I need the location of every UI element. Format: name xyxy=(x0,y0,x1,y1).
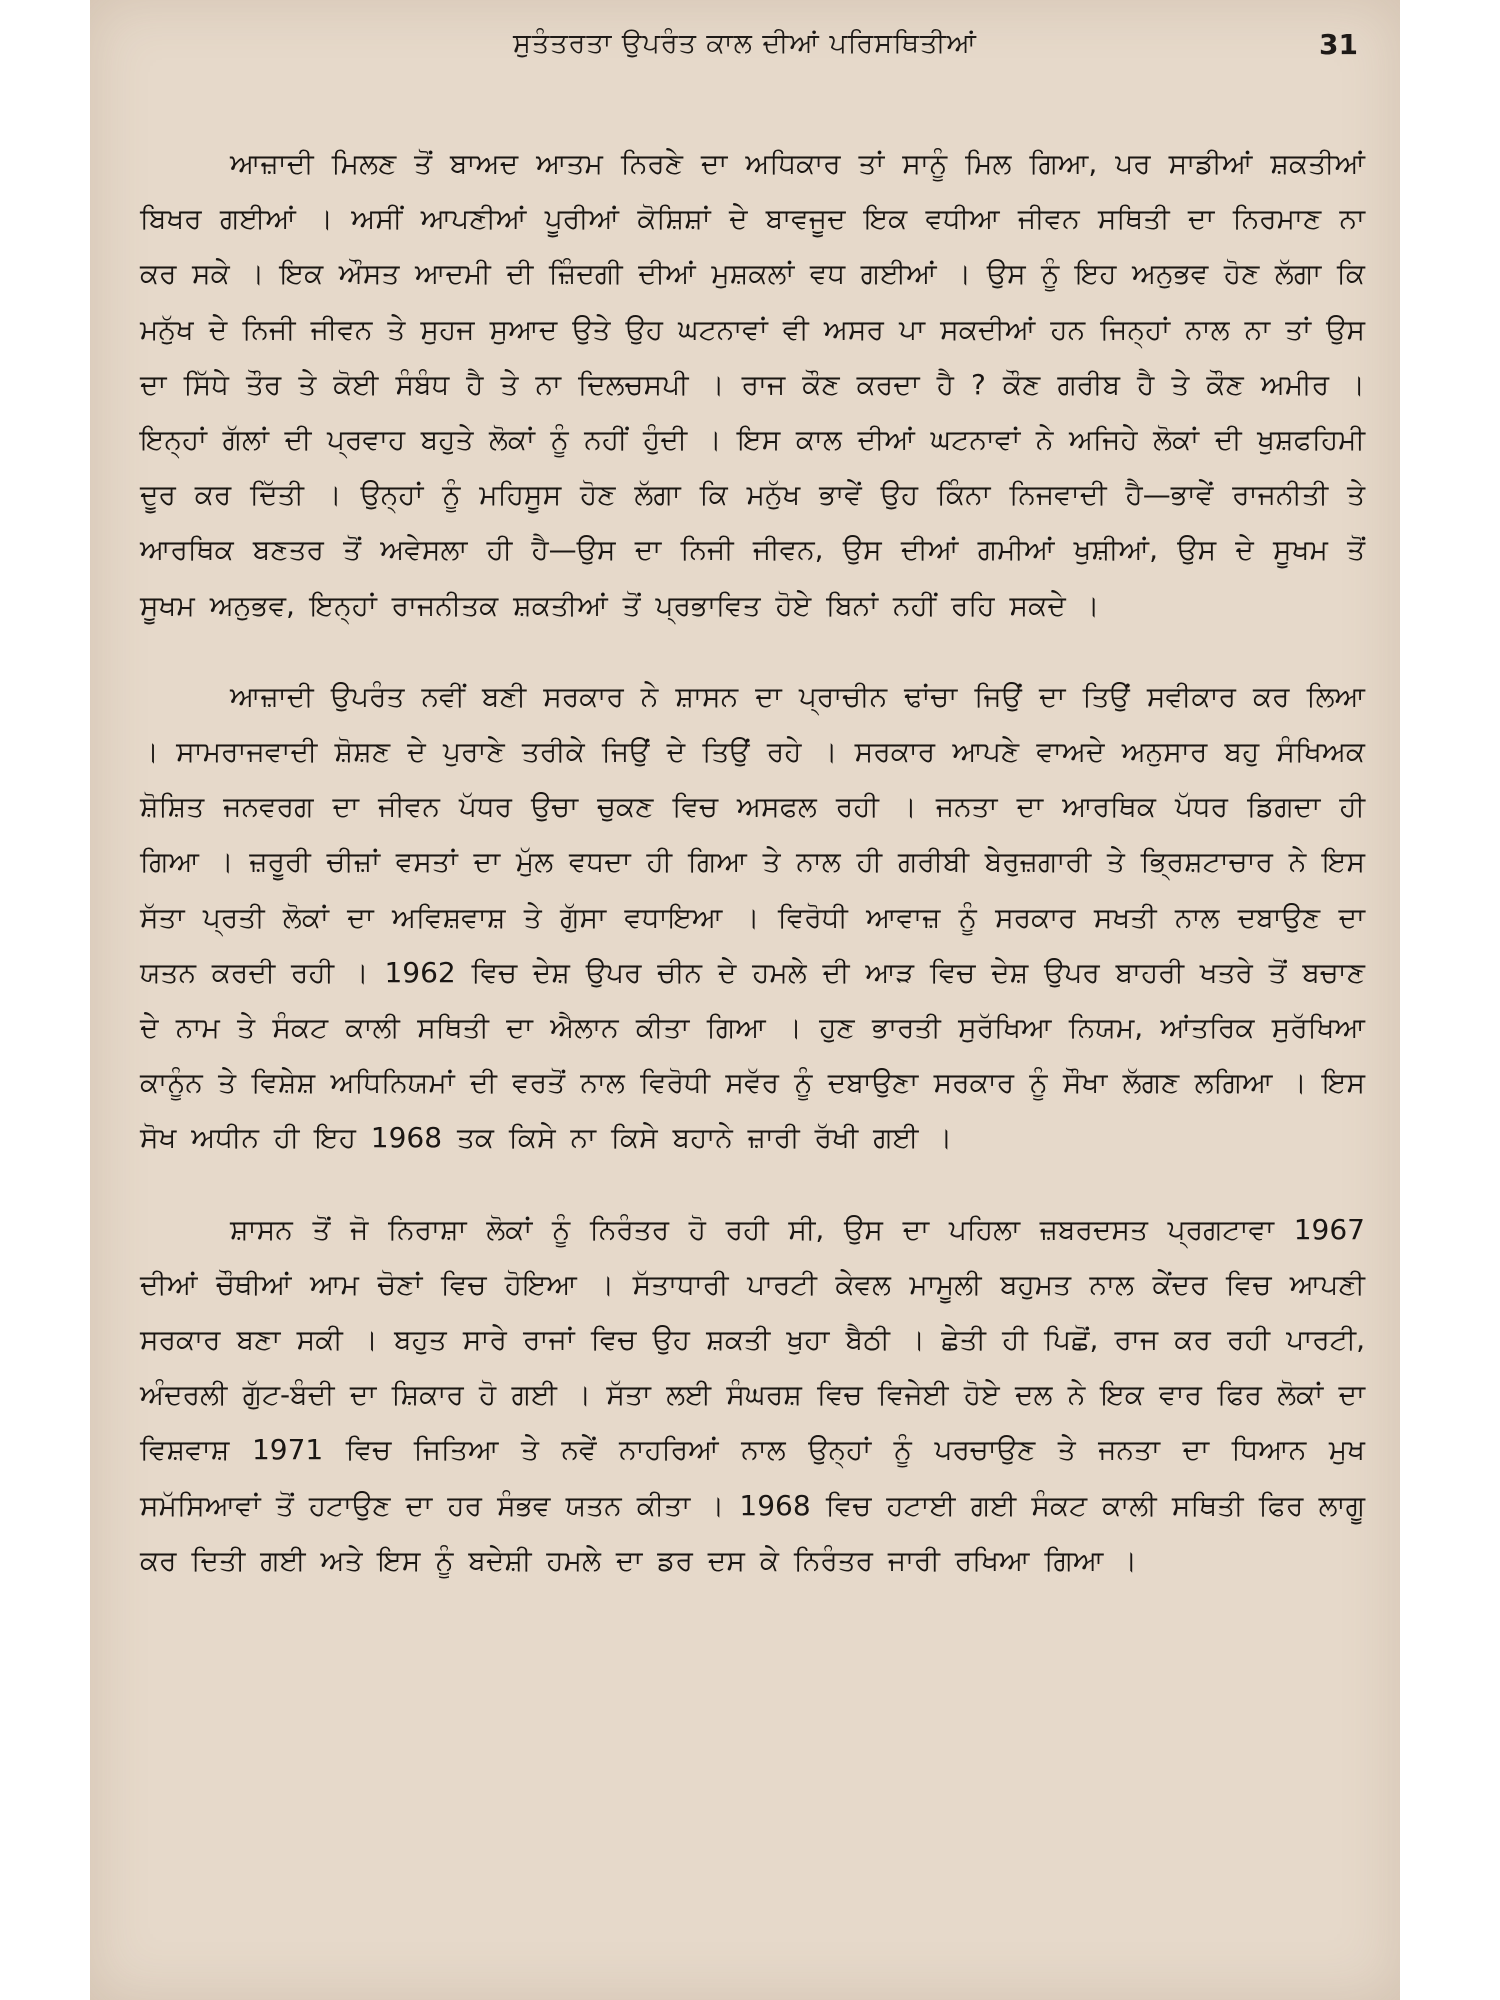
page-number: 31 xyxy=(1319,28,1358,61)
book-page xyxy=(90,0,1400,2000)
page-body xyxy=(140,136,1365,1624)
paragraph-3: ਸ਼ਾਸਨ ਤੋਂ ਜੋ ਨਿਰਾਸ਼ਾ ਲੋਕਾਂ ਨੂੰ ਨਿਰੰਤਰ ਹੋ ਰਹੀ ਸੀ, ਉਸ ਦਾ ਪਹਿਲਾ ਜ਼ਬਰਦਸਤ ਪ੍ਰਗਟਾਵਾ 1967 ਦੀਆਂ ਚੌਥੀਆਂ ਆਮ ਚੋਣਾਂ ਵਿਚ ਹੋਇਆ । ਸੱਤਾਧਾਰੀ ਪਾਰਟੀ ਕੇਵਲ ਮਾਮੂਲੀ ਬਹੁਮਤ ਨਾਲ ਕੇਂਦਰ ਵਿਚ ਆਪਣੀ ਸਰਕਾਰ ਬਣਾ ਸਕੀ । ਬਹੁਤ ਸਾਰੇ ਰਾਜਾਂ ਵਿਚ ਉਹ ਸ਼ਕਤੀ ਖੁਹਾ ਬੈਠੀ । ਛੇਤੀ ਹੀ ਪਿਛੋਂ, ਰਾਜ ਕਰ ਰਹੀ ਪਾਰਟੀ, ਅੰਦਰਲੀ ਗੁੱਟ-ਬੰਦੀ ਦਾ ਸ਼ਿਕਾਰ ਹੋ ਗਈ । ਸੱਤਾ ਲਈ ਸੰਘਰਸ਼ ਵਿਚ ਵਿਜੇਈ ਹੋਏ ਦਲ ਨੇ ਇਕ ਵਾਰ ਫਿਰ ਲੋਕਾਂ ਦਾ ਵਿਸ਼ਵਾਸ਼ 1971 ਵਿਚ ਜਿਤਿਆ ਤੇ ਨਵੇਂ ਨਾਹਰਿਆਂ ਨਾਲ ਉਨ੍ਹਾਂ ਨੂੰ ਪਰਚਾਉਣ ਤੇ ਜਨਤਾ ਦਾ ਧਿਆਨ ਮੁਖ ਸਮੱਸਿਆਵਾਂ ਤੋਂ ਹਟਾਉਣ ਦਾ ਹਰ ਸੰਭਵ ਯਤਨ ਕੀਤਾ । 1968 ਵਿਚ ਹਟਾਈ ਗਈ ਸੰਕਟ ਕਾਲੀ ਸਥਿਤੀ ਫਿਰ ਲਾਗੂ ਕਰ ਦਿਤੀ ਗਈ ਅਤੇ ਇਸ ਨੂੰ ਬਦੇਸ਼ੀ ਹਮਲੇ ਦਾ ਡਰ ਦਸ ਕੇ ਨਿਰੰਤਰ ਜਾਰੀ ਰਖਿਆ ਗਿਆ । xyxy=(140,1212,1365,1577)
running-title: ਸੁਤੰਤਰਤਾ ਉਪਰੰਤ ਕਾਲ ਦੀਆਂ ਪਰਿਸਥਿਤੀਆਂ xyxy=(513,28,977,59)
paragraph-1: ਆਜ਼ਾਦੀ ਮਿਲਣ ਤੋਂ ਬਾਅਦ ਆਤਮ ਨਿਰਣੇ ਦਾ ਅਧਿਕਾਰ ਤਾਂ ਸਾਨੂੰ ਮਿਲ ਗਿਆ, ਪਰ ਸਾਡੀਆਂ ਸ਼ਕਤੀਆਂ ਬਿਖਰ ਗਈਆਂ । ਅਸੀਂ ਆਪਣੀਆਂ ਪੂਰੀਆਂ ਕੋਸ਼ਿਸ਼ਾਂ ਦੇ ਬਾਵਜੂਦ ਇਕ ਵਧੀਆ ਜੀਵਨ ਸਥਿਤੀ ਦਾ ਨਿਰਮਾਣ ਨਾ ਕਰ ਸਕੇ । ਇਕ ਔਸਤ ਆਦਮੀ ਦੀ ਜ਼ਿੰਦਗੀ ਦੀਆਂ ਮੁਸ਼ਕਲਾਂ ਵਧ ਗਈਆਂ । ਉਸ ਨੂੰ ਇਹ ਅਨੁਭਵ ਹੋਣ ਲੱਗਾ ਕਿ ਮਨੁੱਖ ਦੇ ਨਿਜੀ ਜੀਵਨ ਤੇ ਸੁਹਜ ਸੁਆਦ ਉਤੇ ਉਹ ਘਟਨਾਵਾਂ ਵੀ ਅਸਰ ਪਾ ਸਕਦੀਆਂ ਹਨ ਜਿਨ੍ਹਾਂ ਨਾਲ ਨਾ ਤਾਂ ਉਸ ਦਾ ਸਿੱਧੇ ਤੌਰ ਤੇ ਕੋਈ ਸੰਬੰਧ ਹੈ ਤੇ ਨਾ ਦਿਲਚਸਪੀ । ਰਾਜ ਕੌਣ ਕਰਦਾ ਹੈ ? ਕੌਣ ਗਰੀਬ ਹੈ ਤੇ ਕੌਣ ਅਮੀਰ । ਇਨ੍ਹਾਂ ਗੱਲਾਂ ਦੀ ਪ੍ਰਵਾਹ ਬਹੁਤੇ ਲੋਕਾਂ ਨੂੰ ਨਹੀਂ ਹੁੰਦੀ । ਇਸ ਕਾਲ ਦੀਆਂ ਘਟਨਾਵਾਂ ਨੇ ਅਜਿਹੇ ਲੋਕਾਂ ਦੀ ਖੁਸ਼ਫਹਿਮੀ ਦੂਰ ਕਰ ਦਿੱਤੀ । ਉਨ੍ਹਾਂ ਨੂੰ ਮਹਿਸੂਸ ਹੋਣ ਲੱਗਾ ਕਿ ਮਨੁੱਖ ਭਾਵੇਂ ਉਹ ਕਿੰਨਾ ਨਿਜਵਾਦੀ ਹੈ—ਭਾਵੇਂ ਰਾਜਨੀਤੀ ਤੇ ਆਰਥਿਕ ਬਣਤਰ ਤੋਂ ਅਵੇਸਲਾ ਹੀ ਹੈ—ਉਸ ਦਾ ਨਿਜੀ ਜੀਵਨ, ਉਸ ਦੀਆਂ ਗਮੀਆਂ ਖੁਸ਼ੀਆਂ, ਉਸ ਦੇ ਸੂਖਮ ਤੋਂ ਸੂਖਮ ਅਨੁਭਵ, ਇਨ੍ਹਾਂ ਰਾਜਨੀਤਕ ਸ਼ਕਤੀਆਂ ਤੋਂ ਪ੍ਰਭਾਵਿਤ ਹੋਏ ਬਿਨਾਂ ਨਹੀਂ ਰਹਿ ਸਕਦੇ । xyxy=(140,147,1365,622)
page-header xyxy=(90,28,1400,78)
paragraph-2: ਆਜ਼ਾਦੀ ਉਪਰੰਤ ਨਵੀਂ ਬਣੀ ਸਰਕਾਰ ਨੇ ਸ਼ਾਸਨ ਦਾ ਪ੍ਰਾਚੀਨ ਢਾਂਚਾ ਜਿਉਂ ਦਾ ਤਿਉਂ ਸਵੀਕਾਰ ਕਰ ਲਿਆ । ਸਾਮਰਾਜਵਾਦੀ ਸ਼ੋਸ਼ਣ ਦੇ ਪੁਰਾਣੇ ਤਰੀਕੇ ਜਿਉਂ ਦੇ ਤਿਉਂ ਰਹੇ । ਸਰਕਾਰ ਆਪਣੇ ਵਾਅਦੇ ਅਨੁਸਾਰ ਬਹੁ ਸੰਖਿਅਕ ਸ਼ੋਸ਼ਿਤ ਜਨਵਰਗ ਦਾ ਜੀਵਨ ਪੱਧਰ ਉਚਾ ਚੁਕਣ ਵਿਚ ਅਸਫਲ ਰਹੀ । ਜਨਤਾ ਦਾ ਆਰਥਿਕ ਪੱਧਰ ਡਿਗਦਾ ਹੀ ਗਿਆ । ਜ਼ਰੂਰੀ ਚੀਜ਼ਾਂ ਵਸਤਾਂ ਦਾ ਮੁੱਲ ਵਧਦਾ ਹੀ ਗਿਆ ਤੇ ਨਾਲ ਹੀ ਗਰੀਬੀ ਬੇਰੁਜ਼ਗਾਰੀ ਤੇ ਭ੍ਰਿਸ਼ਟਾਚਾਰ ਨੇ ਇਸ ਸੱਤਾ ਪ੍ਰਤੀ ਲੋਕਾਂ ਦਾ ਅਵਿਸ਼ਵਾਸ਼ ਤੇ ਗੁੱਸਾ ਵਧਾਇਆ । ਵਿਰੋਧੀ ਆਵਾਜ਼ ਨੂੰ ਸਰਕਾਰ ਸਖਤੀ ਨਾਲ ਦਬਾਉਣ ਦਾ ਯਤਨ ਕਰਦੀ ਰਹੀ । 1962 ਵਿਚ ਦੇਸ਼ ਉਪਰ ਚੀਨ ਦੇ ਹਮਲੇ ਦੀ ਆੜ ਵਿਚ ਦੇਸ਼ ਉਪਰ ਬਾਹਰੀ ਖਤਰੇ ਤੋਂ ਬਚਾਣ ਦੇ ਨਾਮ ਤੇ ਸੰਕਟ ਕਾਲੀ ਸਥਿਤੀ ਦਾ ਐਲਾਨ ਕੀਤਾ ਗਿਆ । ਹੁਣ ਭਾਰਤੀ ਸੁਰੱਖਿਆ ਨਿਯਮ, ਆਂਤਰਿਕ ਸੁਰੱਖਿਆ ਕਾਨੂੰਨ ਤੇ ਵਿਸ਼ੇਸ਼ ਅਧਿਨਿਯਮਾਂ ਦੀ ਵਰਤੋਂ ਨਾਲ ਵਿਰੋਧੀ ਸਵੱਰ ਨੂੰ ਦਬਾਉਣਾ ਸਰਕਾਰ ਨੂੰ ਸੌਖਾ ਲੱਗਣ ਲਗਿਆ । ਇਸ ਸੋਖ ਅਧੀਨ ਹੀ ਇਹ 1968 ਤਕ ਕਿਸੇ ਨਾ ਕਿਸੇ ਬਹਾਨੇ ਜ਼ਾਰੀ ਰੱਖੀ ਗਈ । xyxy=(140,679,1365,1155)
